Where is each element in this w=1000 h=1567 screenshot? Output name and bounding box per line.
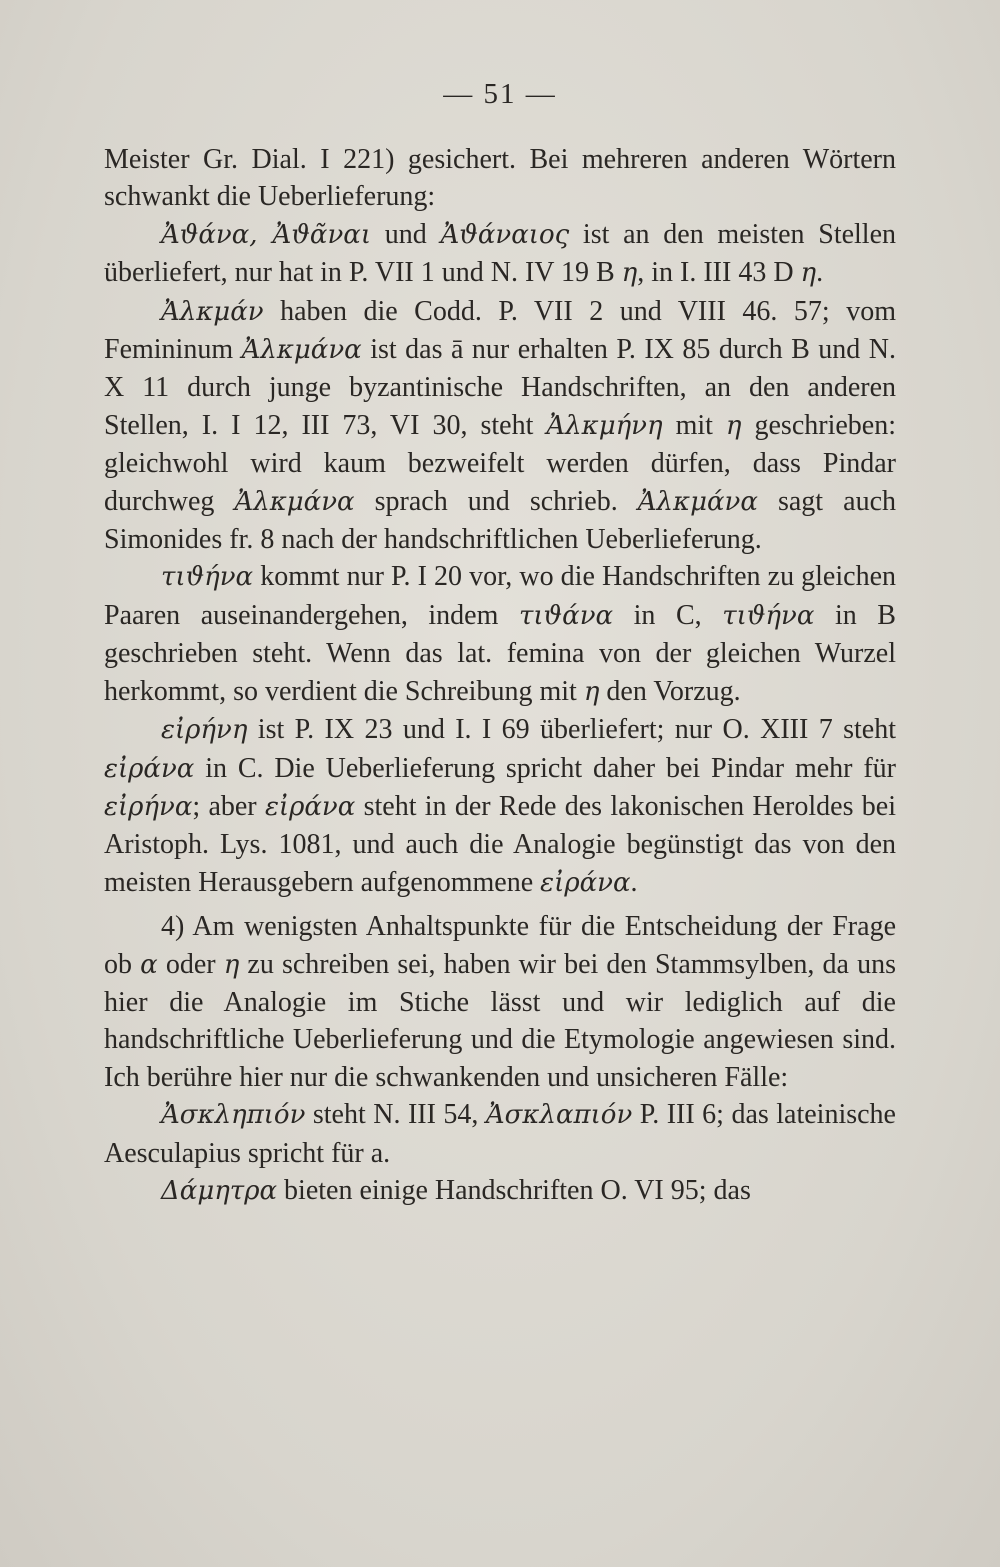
text-run: in C, — [613, 599, 723, 631]
greek-term: εἰράνα — [104, 753, 195, 784]
text-body — [104, 141, 896, 1210]
text-run: kommt nur P. I 20 vor, wo die Handschriften zu gleichen Paaren auseinandergehen, indem — [104, 561, 896, 631]
text-run: ; aber — [192, 790, 265, 822]
text-run: bieten einige Handschriften O. VI 95; das — [277, 1174, 751, 1206]
text-run: . — [816, 257, 824, 289]
paragraph — [104, 1172, 896, 1210]
text-run: geschrieben: gleichwohl wird kaum bezweifelt werden dürfen, dass Pindar durchweg — [104, 409, 896, 517]
greek-term: Ἀϑάναιος — [440, 219, 570, 250]
text-run: sagt auch Simonides fr. 8 nach der handschriftlichen Ueberlieferung. — [104, 485, 896, 556]
text-run: und — [371, 218, 441, 250]
greek-term: τιϑήνα — [161, 562, 254, 593]
text-run: haben die Codd. P. VII 2 und VIII 46. 57; vom Femininum — [104, 295, 896, 366]
paragraph — [104, 558, 896, 711]
paragraph — [104, 141, 896, 216]
greek-term: εἰρήνη — [161, 715, 248, 746]
text-run: 4) Am wenigsten Anhaltspunkte für die Entscheidung der Frage ob — [104, 911, 896, 980]
greek-term: Ἀλκμήνη — [546, 410, 663, 441]
greek-term: Δάμητρα — [161, 1175, 278, 1206]
greek-term: εἰράνα — [264, 791, 356, 822]
greek-term: η — [223, 949, 240, 980]
text-run: sprach und schrieb. — [354, 485, 638, 517]
text-run: steht in der Rede des lakonischen Heroldes bei Aristoph. Lys. 1081, und auch die Analogie begünstigt das von den meisten Herausgebern aufgenommene — [104, 790, 896, 898]
paragraph — [104, 711, 896, 902]
greek-term: η — [621, 258, 638, 289]
greek-term: η — [725, 410, 742, 441]
text-run: Meister Gr. Dial. I 221) gesichert. Bei mehreren anderen Wörtern schwankt die Ueberlieferung: — [104, 144, 896, 213]
greek-term: η — [800, 258, 817, 289]
greek-term: εἰράνα — [540, 867, 631, 898]
greek-term: τιϑήνα — [722, 600, 815, 631]
greek-term: Ἀλκμάν — [161, 296, 264, 327]
text-run: , in I. III 43 D — [637, 257, 801, 289]
text-run: ist P. IX 23 und I. I 69 überliefert; nur O. XIII 7 steht — [247, 714, 896, 746]
page-number: — 51 — — [443, 78, 557, 110]
text-run: oder — [157, 948, 224, 980]
paragraph — [104, 908, 896, 1096]
greek-term: α — [140, 949, 158, 980]
text-run: in C. Die Ueberlieferung spricht daher bei Pindar mehr für — [194, 752, 896, 784]
greek-term: εἰρήνα — [104, 791, 193, 822]
text-run: mit — [662, 409, 726, 441]
greek-term: Ἀϑάνα, Ἀϑᾶναι — [161, 219, 372, 250]
paragraph — [104, 1096, 896, 1172]
greek-term: Ἀσκληπιόν — [161, 1100, 306, 1131]
greek-term: Ἀλκμάνα — [637, 486, 758, 517]
paragraph — [104, 293, 896, 559]
greek-term: η — [583, 676, 600, 707]
text-run: zu schreiben sei, haben wir bei den Stammsylben, da uns hier die Analogie im Stiche lässt und wir lediglich auf die handschriftliche Ueberlieferung und die Etymologie angewiesen sind. Ich berühre hier nur die schwankenden und unsicheren Fälle: — [104, 948, 896, 1093]
text-run: ist das ā nur erhalten P. IX 85 durch B und N. X 11 durch junge byzantinische Handschriften, an den anderen Stellen, I. I 12, III 73, VI 30, steht — [104, 334, 896, 441]
text-run: in B geschrieben steht. Wenn das lat. femina von der gleichen Wurzel herkommt, so verdient die Schreibung mit — [104, 599, 896, 707]
greek-term: Ἀλκμάνα — [234, 486, 355, 517]
greek-term: Ἀλκμάνα — [241, 335, 362, 366]
text-run: ist an den meisten Stellen überliefert, nur hat in P. VII 1 und N. IV 19 B — [104, 218, 897, 289]
greek-term: τιϑάνα — [518, 600, 614, 631]
text-run: P. III 6; das lateinische Aesculapius spricht für a. — [104, 1099, 896, 1169]
paragraph — [104, 216, 896, 293]
greek-term: Ἀσκλαπιόν — [485, 1100, 633, 1131]
text-run: . — [630, 866, 638, 898]
text-run: steht N. III 54, — [305, 1099, 486, 1131]
text-run: den Vorzug. — [599, 675, 741, 707]
